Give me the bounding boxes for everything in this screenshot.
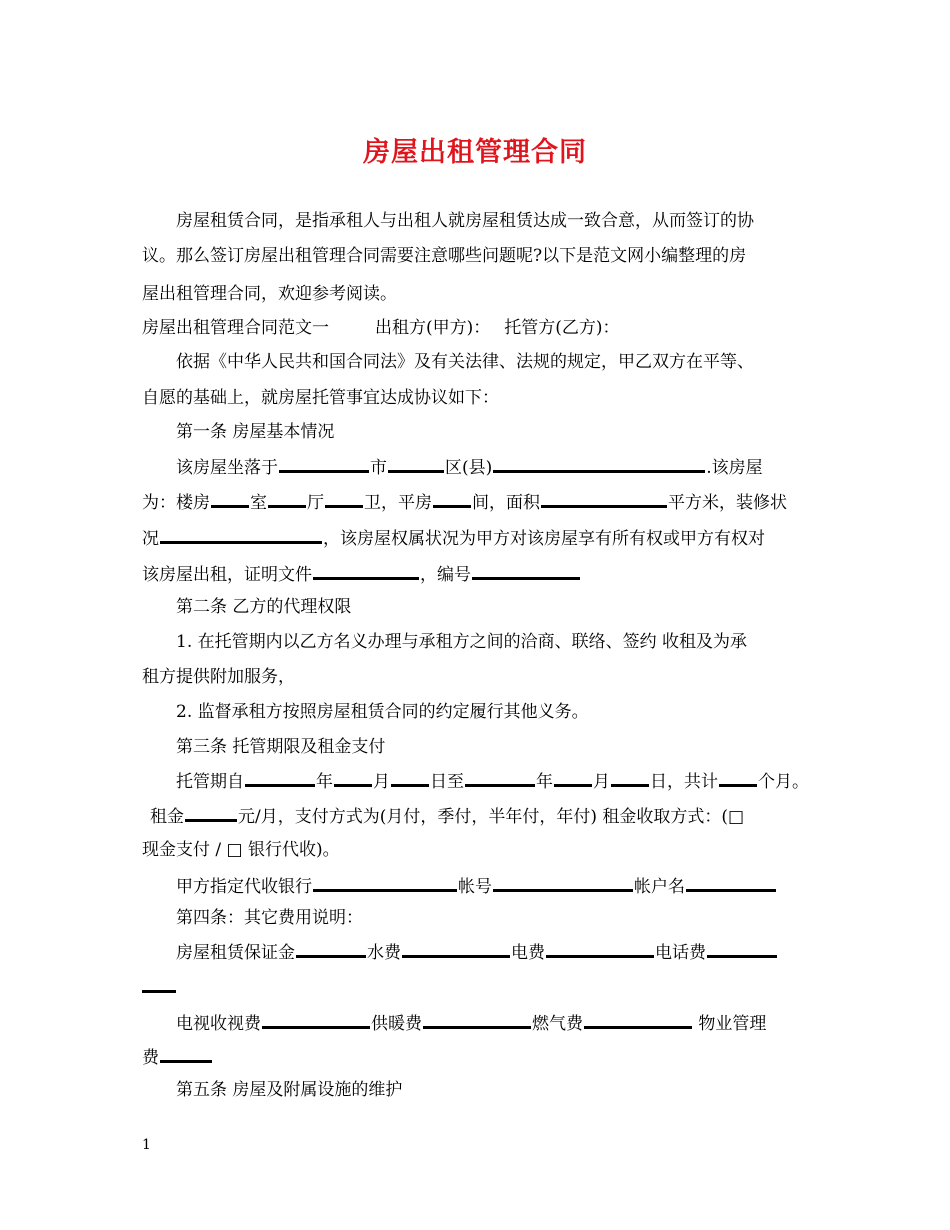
blank-phone-cont [142, 976, 176, 993]
article-2-item-1: 1. 在托管期内以乙方名义办理与承租方之间的洽商、联络、签约 收租及为承 [176, 632, 748, 652]
article-4-fees-line-1: 房屋租赁保证金 水费 电费 电话费 [176, 941, 856, 963]
sample-label: 房屋出租管理合同范文一 [142, 318, 329, 338]
blank-proof-number [472, 563, 580, 580]
blank-heating [423, 1012, 531, 1029]
document-title: 房屋出租管理合同 [363, 137, 587, 168]
article-4-fees-line-1-cont [142, 976, 822, 998]
party-a: 出租方(甲方)： [375, 318, 491, 338]
article-1-heading: 第一条 房屋基本情况 [176, 422, 335, 442]
blank-electricity [546, 941, 654, 958]
article-2-item-1-cont: 租方提供附加服务， [142, 667, 295, 687]
intro-line-1: 房屋租赁合同，是指承租人与出租人就房屋租赁达成一致合意，从而签订的协 [176, 211, 754, 231]
blank-address [493, 456, 705, 473]
blank-start-year [245, 770, 315, 787]
intro-line-3: 屋出租管理合同，欢迎参考阅读。 [142, 284, 397, 304]
blank-start-day [391, 770, 429, 787]
blank-district [388, 456, 444, 473]
article-2-item-2: 2. 监督承租方按照房屋租赁合同的约定履行其他义务。 [176, 702, 589, 722]
blank-tv [262, 1012, 370, 1029]
blank-account [493, 875, 633, 892]
article-4-fees-line-2-cont: 费 [142, 1046, 822, 1068]
blank-phone [707, 941, 777, 958]
preamble-line-2: 自愿的基础上，就房屋托管事宜达成协议如下： [142, 388, 499, 408]
party-b: 托管方(乙方)： [504, 318, 620, 338]
intro-line-2: 议。那么签订房屋出租管理合同需要注意哪些问题呢?以下是范文网小编整理的房 [142, 246, 747, 266]
blank-account-name [686, 875, 776, 892]
blank-bank [313, 875, 457, 892]
parties-line [142, 318, 822, 338]
article-3-payment-line: 现金支付 / □ 银行代收)。 [142, 840, 340, 860]
article-3-rent-line: 租金 元/月，支付方式为(月付，季付，半年付，年付) 租金收取方式：(□ [150, 807, 745, 827]
article-3-period-line: 托管期自 年 月 日至 年 月 日，共计 个月。 [176, 772, 809, 792]
blank-gas [584, 1012, 692, 1029]
blank-deposit [296, 941, 366, 958]
blank-halls [268, 491, 306, 508]
preamble-line-1: 依据《中华人民共和国合同法》及有关法律、法规的规定，甲乙双方在平等、 [176, 352, 754, 372]
article-1-proof-line: 该房屋出租，证明文件 ，编号 [142, 563, 822, 585]
blank-end-day [611, 770, 649, 787]
article-5-heading: 第五条 房屋及附属设施的维护 [176, 1080, 403, 1100]
page-number: 1 [142, 1137, 151, 1153]
article-1-location-line: 该房屋坐落于 市 区(县) .该房屋 [176, 458, 763, 478]
blank-water [402, 941, 510, 958]
article-1-decor-line: 况 ，该房屋权属状况为甲方对该房屋享有所有权或甲方有权对 [142, 529, 765, 549]
blank-decoration [160, 527, 322, 544]
article-1-rooms-line: 为：楼房 室 厅 卫，平房 间，面积 平方米，装修状 [142, 493, 787, 513]
blank-rent [185, 805, 237, 822]
blank-total-months [719, 770, 757, 787]
blank-city [279, 456, 369, 473]
blank-end-month [554, 770, 592, 787]
article-4-fees-line-2: 电视收视费 供暖费 燃气费 物业管理 [176, 1014, 767, 1034]
blank-proof-document [313, 563, 419, 580]
blank-start-month [334, 770, 372, 787]
article-3-bank-line: 甲方指定代收银行 帐号 帐户名 [176, 875, 856, 897]
article-2-heading: 第二条 乙方的代理权限 [176, 597, 352, 617]
blank-area [541, 491, 667, 508]
blank-bungalow-rooms [433, 491, 471, 508]
blank-rooms [211, 491, 249, 508]
blank-baths [325, 491, 363, 508]
blank-property-fee [160, 1046, 212, 1063]
blank-end-year [465, 770, 535, 787]
article-4-heading: 第四条：其它费用说明： [176, 908, 363, 928]
article-3-heading: 第三条 托管期限及租金支付 [176, 737, 386, 757]
